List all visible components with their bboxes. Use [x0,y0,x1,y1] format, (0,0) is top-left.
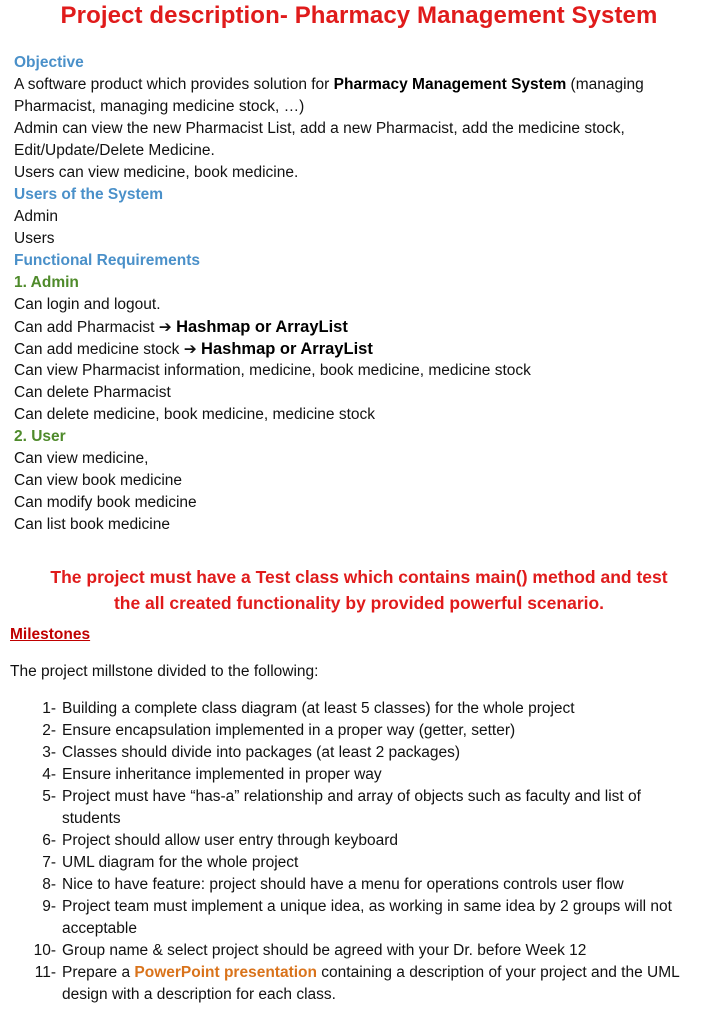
list-item [0,874,718,896]
item-number: 9- [42,898,56,915]
item-text: Ensure encapsulation implemented in a proper way (getter, setter) [62,722,516,739]
item-number: 11- [34,964,56,981]
page-title: Project description- Pharmacy Management System [60,2,658,29]
milestones-intro: The project millstone divided to the following: [10,663,319,680]
item-number: 6- [42,832,56,849]
system-name: Pharmacy Management System [333,76,567,93]
admin-req-delete-medicine: Can delete medicine, book medicine, medicine stock [14,406,375,423]
req-text: Can add medicine stock [14,341,180,358]
item-text: Building a complete class diagram (at least 5 classes) for the whole project [62,700,575,717]
requirements-section [0,52,718,536]
item-text: Project should allow user entry through keyboard [62,832,399,849]
user-req-list-book: Can list book medicine [14,516,170,533]
users-heading: Users of the System [14,186,164,203]
item-text: Nice to have feature: project should have a menu for operations controls user flow [62,876,624,893]
item-text: Project must have “has-a” relationship and array of objects such as faculty and list of students [62,788,641,827]
admin-req-view: Can view Pharmacist information, medicine, book medicine, medicine stock [14,362,531,379]
admin-req-delete-pharmacist: Can delete Pharmacist [14,384,171,401]
user-req-view-medicine: Can view medicine, [14,450,149,467]
item-number: 7- [42,854,56,871]
objective-text-cont: (managing [566,76,644,93]
list-item [0,720,718,742]
list-item [0,698,718,720]
powerpoint-highlight: PowerPoint presentation [134,964,317,981]
hashmap-note: Hashmap or ArrayList [201,340,373,358]
item-text-pre: Prepare a [62,964,135,981]
objective-line-2: Pharmacist, managing medicine stock, …) [14,98,305,115]
objective-line-4: Edit/Update/Delete Medicine. [14,142,215,159]
test-class-notice [0,564,718,616]
list-item [0,786,718,830]
list-item [0,830,718,852]
list-item [0,742,718,764]
item-number: 4- [42,766,56,783]
objective-text: A software product which provides solution for [14,76,334,93]
objective-line-1 [0,74,718,96]
arrow-right-icon: ➔ [158,319,172,336]
admin-req-add-stock [0,338,718,360]
admin-req-add-pharmacist [0,316,718,338]
item-text-post: containing a description of your project and the UML design with a description for each class. [62,964,680,1003]
admin-req-login: Can login and logout. [14,296,161,313]
hashmap-note: Hashmap or ArrayList [176,318,348,336]
item-text: Classes should divide into packages (at least 2 packages) [62,744,461,761]
item-text: Group name & select project should be agreed with your Dr. before Week 12 [62,942,587,959]
list-item [0,940,718,962]
objective-line-5: Users can view medicine, book medicine. [14,164,299,181]
item-number: 1- [42,700,56,717]
req-text: Can add Pharmacist [14,319,155,336]
item-text [62,962,686,1006]
notice-line-2: the all created functionality by provided powerful scenario. [113,593,605,613]
item-number: 8- [42,876,56,893]
item-number: 2- [42,722,56,739]
list-item [0,896,718,940]
user-type-admin: Admin [14,208,58,225]
user-req-modify-book: Can modify book medicine [14,494,197,511]
item-number: 10- [33,942,56,959]
item-text: UML diagram for the whole project [62,854,299,871]
item-number: 3- [42,744,56,761]
list-item [0,852,718,874]
objective-line-3: Admin can view the new Pharmacist List, add a new Pharmacist, add the medicine stock, [14,120,625,137]
user-req-view-book: Can view book medicine [14,472,183,489]
item-text: Project team must implement a unique idea, as working in same idea by 2 groups will not acceptable [62,898,672,937]
admin-heading: 1. Admin [14,274,79,291]
user-type-users: Users [14,230,55,247]
item-text: Ensure inheritance implemented in proper way [62,766,382,783]
list-item [0,764,718,786]
item-number: 5- [42,788,56,805]
list-item [0,962,718,1006]
milestones-heading: Milestones [10,626,91,643]
objective-heading: Objective [14,54,84,71]
milestones-list [0,698,718,1006]
notice-line-1: The project must have a Test class which contains main() method and test [50,567,668,587]
functional-heading: Functional Requirements [14,252,201,269]
user-heading: 2. User [14,428,66,445]
arrow-right-icon: ➔ [183,341,197,358]
